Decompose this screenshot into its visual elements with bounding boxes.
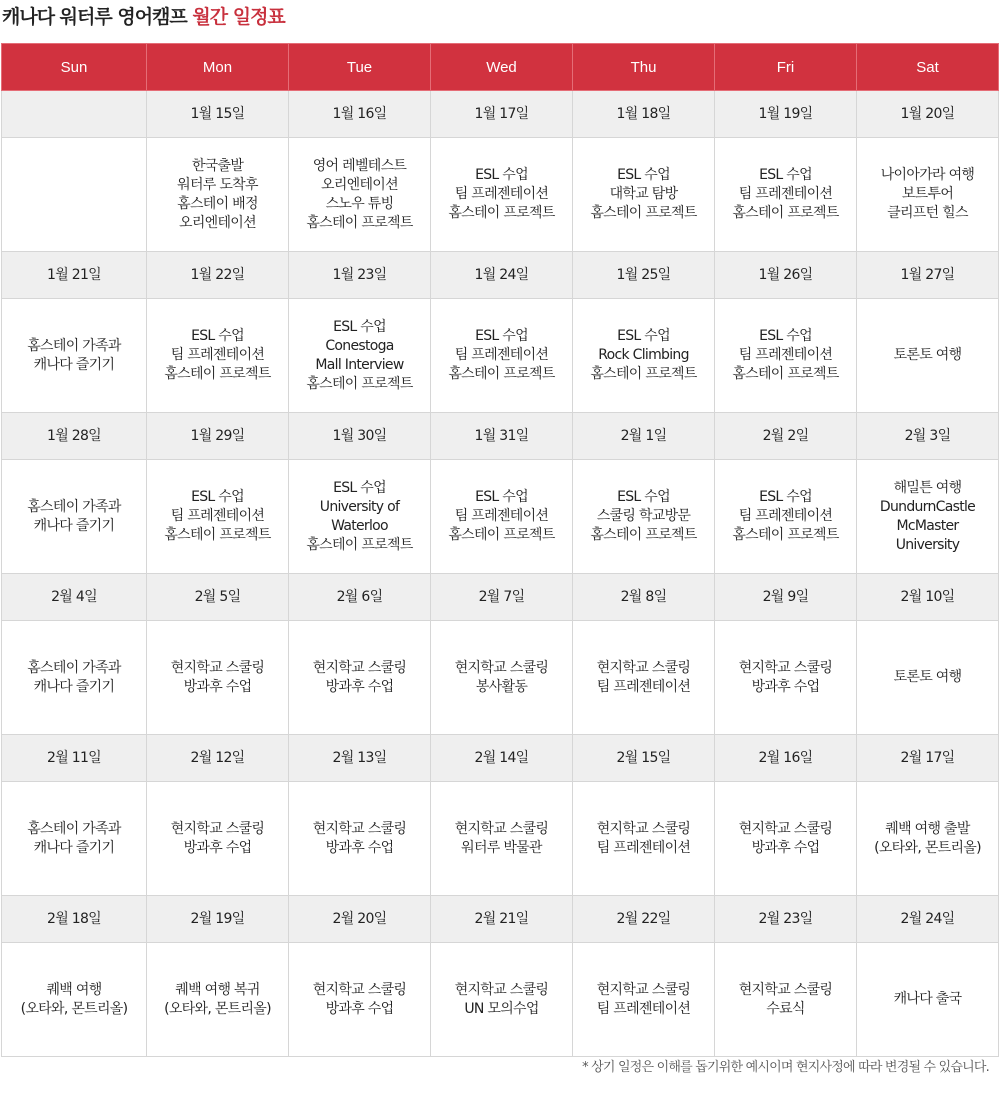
date-cell: 1월 15일 — [147, 91, 289, 138]
date-cell: 1월 17일 — [431, 91, 573, 138]
activity-cell — [573, 460, 715, 574]
activity-line: 팀 프레젠테이션 — [170, 508, 265, 524]
date-cell: 1월 30일 — [289, 413, 431, 460]
weekday-header-sat: Sat — [857, 44, 999, 91]
activity-line: Mall Interview — [315, 356, 404, 373]
weekday-header-row — [2, 44, 999, 91]
date-cell: 1월 27일 — [857, 252, 999, 299]
title-accent: 월간 일정표 — [192, 6, 285, 28]
activity-line: ESL 수업 — [759, 328, 812, 344]
activity-line: 현지학교 스쿨링 — [454, 659, 549, 676]
monthly-schedule-table — [1, 43, 999, 1057]
activity-cell — [2, 782, 147, 896]
activity-line: 토론토 여행 — [893, 347, 962, 363]
activity-line: 방과후 수업 — [751, 839, 820, 856]
activity-line: ESL 수업 — [617, 328, 670, 344]
weekday-header-thu: Thu — [573, 44, 715, 91]
activity-line: 팀 프레젠테이션 — [596, 1000, 691, 1017]
activity-line: ESL 수업 — [333, 479, 386, 496]
activity-cell — [573, 782, 715, 896]
activity-line: Conestoga — [325, 337, 394, 354]
activity-line: 퀘백 여행 출발 — [885, 820, 970, 837]
date-cell: 1월 20일 — [857, 91, 999, 138]
activity-line: 퀘백 여행 복귀 — [175, 981, 260, 998]
activity-row — [2, 299, 999, 413]
activity-line: 캐나다 출국 — [893, 991, 962, 1007]
activity-line: 홈스테이 가족과 — [27, 659, 121, 676]
activity-line: 팀 프레젠테이션 — [454, 186, 549, 202]
date-cell: 2월 23일 — [715, 896, 857, 943]
footnote: * 상기 일정은 이해를 돕기위한 예시이며 현지사정에 따라 변경될 수 있습니다. — [582, 1060, 989, 1075]
date-cell: 2월 19일 — [147, 896, 289, 943]
activity-line: 오리엔테이션 — [321, 176, 398, 193]
activity-line: 팀 프레젠테이션 — [738, 508, 833, 524]
activity-line: 방과후 수업 — [325, 839, 394, 856]
activity-cell — [857, 943, 999, 1057]
activity-line: Waterloo — [331, 517, 388, 534]
activity-line: 스쿨링 학교방문 — [596, 508, 691, 524]
date-cell: 2월 17일 — [857, 735, 999, 782]
activity-cell — [289, 621, 431, 735]
activity-line: ESL 수업 — [759, 167, 812, 183]
activity-line: 캐나다 즐기기 — [33, 678, 115, 695]
activity-line: 현지학교 스쿨링 — [596, 820, 691, 837]
activity-line: 홈스테이 가족과 — [27, 337, 121, 354]
date-row — [2, 735, 999, 782]
activity-line: ESL 수업 — [191, 328, 244, 344]
date-cell: 2월 16일 — [715, 735, 857, 782]
activity-line: 현지학교 스쿨링 — [596, 659, 691, 676]
activity-cell — [2, 943, 147, 1057]
activity-line: ESL 수업 — [475, 328, 528, 344]
activity-line: 현지학교 스쿨링 — [596, 981, 691, 998]
activity-cell — [2, 138, 147, 252]
activity-line: McMaster — [896, 517, 959, 534]
date-cell: 2월 22일 — [573, 896, 715, 943]
activity-line: 현지학교 스쿨링 — [738, 981, 833, 998]
activity-cell — [147, 138, 289, 252]
activity-cell — [431, 138, 573, 252]
activity-line: 팀 프레젠테이션 — [738, 186, 833, 202]
activity-line: 캐나다 즐기기 — [33, 356, 115, 373]
activity-cell — [431, 782, 573, 896]
activity-cell — [289, 943, 431, 1057]
activity-line: ESL 수업 — [617, 489, 670, 505]
weekday-header-wed: Wed — [431, 44, 573, 91]
activity-line: 방과후 수업 — [183, 678, 252, 695]
activity-line: 홈스테이 프로젝트 — [732, 205, 839, 221]
activity-cell — [147, 299, 289, 413]
activity-line: ESL 수업 — [191, 489, 244, 505]
date-cell: 2월 7일 — [431, 574, 573, 621]
date-cell: 1월 25일 — [573, 252, 715, 299]
activity-line: (오타와, 몬트리올) — [20, 1000, 128, 1017]
weekday-header-mon: Mon — [147, 44, 289, 91]
date-cell: 2월 8일 — [573, 574, 715, 621]
date-cell: 1월 22일 — [147, 252, 289, 299]
activity-line: 홈스테이 가족과 — [27, 498, 121, 515]
date-cell: 2월 6일 — [289, 574, 431, 621]
activity-line: 영어 레벨테스트 — [312, 157, 407, 174]
activity-cell — [431, 299, 573, 413]
date-cell: 1월 24일 — [431, 252, 573, 299]
activity-line: 스노우 튜빙 — [325, 195, 394, 212]
activity-line: 현지학교 스쿨링 — [312, 820, 407, 837]
activity-line: 캐나다 즐기기 — [33, 517, 115, 534]
activity-line: 수료식 — [766, 1000, 805, 1017]
date-cell: 2월 3일 — [857, 413, 999, 460]
date-cell — [2, 91, 147, 138]
activity-line: 현지학교 스쿨링 — [170, 659, 265, 676]
calendar-body — [2, 91, 999, 1057]
date-cell: 1월 29일 — [147, 413, 289, 460]
activity-line: 현지학교 스쿨링 — [170, 820, 265, 837]
activity-line: 현지학교 스쿨링 — [312, 659, 407, 676]
date-cell: 2월 4일 — [2, 574, 147, 621]
activity-line: University — [895, 536, 960, 553]
activity-line: 홈스테이 프로젝트 — [306, 536, 413, 553]
activity-line: 팀 프레젠테이션 — [170, 347, 265, 363]
activity-line: DundurnCastle — [879, 498, 976, 515]
activity-cell — [431, 943, 573, 1057]
activity-line: 방과후 수업 — [325, 678, 394, 695]
activity-cell — [715, 299, 857, 413]
activity-cell — [289, 138, 431, 252]
date-cell: 2월 18일 — [2, 896, 147, 943]
activity-cell — [289, 782, 431, 896]
activity-line: 한국출발 — [191, 157, 244, 174]
page-title — [2, 2, 285, 32]
activity-line: 대학교 탐방 — [609, 186, 678, 202]
activity-cell — [857, 138, 999, 252]
date-row — [2, 896, 999, 943]
date-cell: 2월 11일 — [2, 735, 147, 782]
activity-line: 봉사활동 — [475, 678, 528, 695]
date-cell: 1월 23일 — [289, 252, 431, 299]
date-row — [2, 574, 999, 621]
date-cell: 2월 2일 — [715, 413, 857, 460]
activity-cell — [715, 943, 857, 1057]
activity-line: 현지학교 스쿨링 — [738, 659, 833, 676]
activity-line: 나이아가라 여행 — [880, 167, 975, 183]
activity-cell — [715, 621, 857, 735]
activity-cell — [573, 299, 715, 413]
activity-cell — [2, 460, 147, 574]
date-cell: 2월 1일 — [573, 413, 715, 460]
activity-line: Rock Climbing — [598, 347, 689, 363]
activity-cell — [573, 621, 715, 735]
date-row — [2, 252, 999, 299]
date-cell: 1월 16일 — [289, 91, 431, 138]
activity-line: 방과후 수업 — [183, 839, 252, 856]
activity-line: 홈스테이 프로젝트 — [306, 214, 413, 231]
activity-line: 워터루 박물관 — [461, 839, 542, 856]
activity-line: 홈스테이 프로젝트 — [164, 527, 271, 543]
activity-cell — [2, 299, 147, 413]
activity-line: 홈스테이 프로젝트 — [732, 366, 839, 382]
activity-cell — [289, 460, 431, 574]
activity-line: 클리프턴 힐스 — [887, 205, 968, 221]
activity-line: 팀 프레젠테이션 — [738, 347, 833, 363]
activity-row — [2, 782, 999, 896]
activity-cell — [147, 460, 289, 574]
activity-line: 해밀튼 여행 — [893, 479, 962, 496]
date-cell: 2월 12일 — [147, 735, 289, 782]
activity-cell — [715, 138, 857, 252]
weekday-header-fri: Fri — [715, 44, 857, 91]
activity-line: 토론토 여행 — [893, 669, 962, 685]
weekday-header-sun: Sun — [2, 44, 147, 91]
activity-line: 오리엔테이션 — [179, 214, 256, 231]
activity-line: 홈스테이 프로젝트 — [164, 366, 271, 382]
activity-cell — [715, 460, 857, 574]
activity-line: 팀 프레젠테이션 — [596, 839, 691, 856]
activity-line: 홈스테이 프로젝트 — [448, 366, 555, 382]
date-cell: 2월 13일 — [289, 735, 431, 782]
activity-cell — [857, 621, 999, 735]
date-row — [2, 91, 999, 138]
activity-line: 홈스테이 배정 — [177, 195, 258, 212]
activity-line: 보트투어 — [901, 186, 954, 202]
activity-cell — [289, 299, 431, 413]
activity-cell — [147, 943, 289, 1057]
activity-cell — [2, 621, 147, 735]
date-cell: 2월 14일 — [431, 735, 573, 782]
activity-row — [2, 621, 999, 735]
weekday-header-tue: Tue — [289, 44, 431, 91]
date-cell: 1월 28일 — [2, 413, 147, 460]
activity-line: 워터루 도착후 — [177, 176, 258, 193]
activity-line: ESL 수업 — [759, 489, 812, 505]
date-row — [2, 413, 999, 460]
activity-line: 방과후 수업 — [751, 678, 820, 695]
activity-line: 홈스테이 가족과 — [27, 820, 121, 837]
date-cell: 2월 9일 — [715, 574, 857, 621]
activity-row — [2, 138, 999, 252]
activity-line: ESL 수업 — [333, 318, 386, 335]
date-cell: 1월 31일 — [431, 413, 573, 460]
date-cell: 2월 5일 — [147, 574, 289, 621]
date-cell: 2월 20일 — [289, 896, 431, 943]
activity-line: 팀 프레젠테이션 — [596, 678, 691, 695]
activity-line: ESL 수업 — [475, 489, 528, 505]
activity-row — [2, 460, 999, 574]
activity-line: 방과후 수업 — [325, 1000, 394, 1017]
activity-cell — [431, 460, 573, 574]
activity-line: UN 모의수업 — [464, 1000, 539, 1017]
activity-line: 홈스테이 프로젝트 — [448, 205, 555, 221]
activity-cell — [857, 782, 999, 896]
activity-line: 캐나다 즐기기 — [33, 839, 115, 856]
activity-line: 홈스테이 프로젝트 — [732, 527, 839, 543]
date-cell: 1월 26일 — [715, 252, 857, 299]
activity-cell — [573, 943, 715, 1057]
activity-cell — [715, 782, 857, 896]
date-cell: 1월 21일 — [2, 252, 147, 299]
activity-line: 현지학교 스쿨링 — [312, 981, 407, 998]
activity-cell — [857, 460, 999, 574]
activity-cell — [147, 782, 289, 896]
activity-line: ESL 수업 — [617, 167, 670, 183]
activity-cell — [431, 621, 573, 735]
date-cell: 2월 24일 — [857, 896, 999, 943]
activity-line: (오타와, 몬트리올) — [874, 839, 981, 856]
activity-line: 홈스테이 프로젝트 — [590, 366, 697, 382]
activity-line: 현지학교 스쿨링 — [738, 820, 833, 837]
date-cell: 2월 15일 — [573, 735, 715, 782]
activity-line: University of — [319, 498, 400, 515]
date-cell: 1월 18일 — [573, 91, 715, 138]
activity-line: 팀 프레젠테이션 — [454, 347, 549, 363]
activity-row — [2, 943, 999, 1057]
activity-line: ESL 수업 — [475, 167, 528, 183]
activity-line: 팀 프레젠테이션 — [454, 508, 549, 524]
activity-cell — [147, 621, 289, 735]
activity-cell — [573, 138, 715, 252]
activity-line: 퀘백 여행 — [46, 981, 102, 998]
activity-line: 홈스테이 프로젝트 — [306, 375, 413, 392]
activity-cell — [857, 299, 999, 413]
activity-line: 현지학교 스쿨링 — [454, 981, 549, 998]
title-main: 캐나다 워터루 영어캠프 — [2, 6, 193, 28]
activity-line: 홈스테이 프로젝트 — [448, 527, 555, 543]
activity-line: (오타와, 몬트리올) — [164, 1000, 271, 1017]
date-cell: 2월 10일 — [857, 574, 999, 621]
date-cell: 1월 19일 — [715, 91, 857, 138]
activity-line: 홈스테이 프로젝트 — [590, 527, 697, 543]
activity-line: 현지학교 스쿨링 — [454, 820, 549, 837]
activity-line: 홈스테이 프로젝트 — [590, 205, 697, 221]
date-cell: 2월 21일 — [431, 896, 573, 943]
